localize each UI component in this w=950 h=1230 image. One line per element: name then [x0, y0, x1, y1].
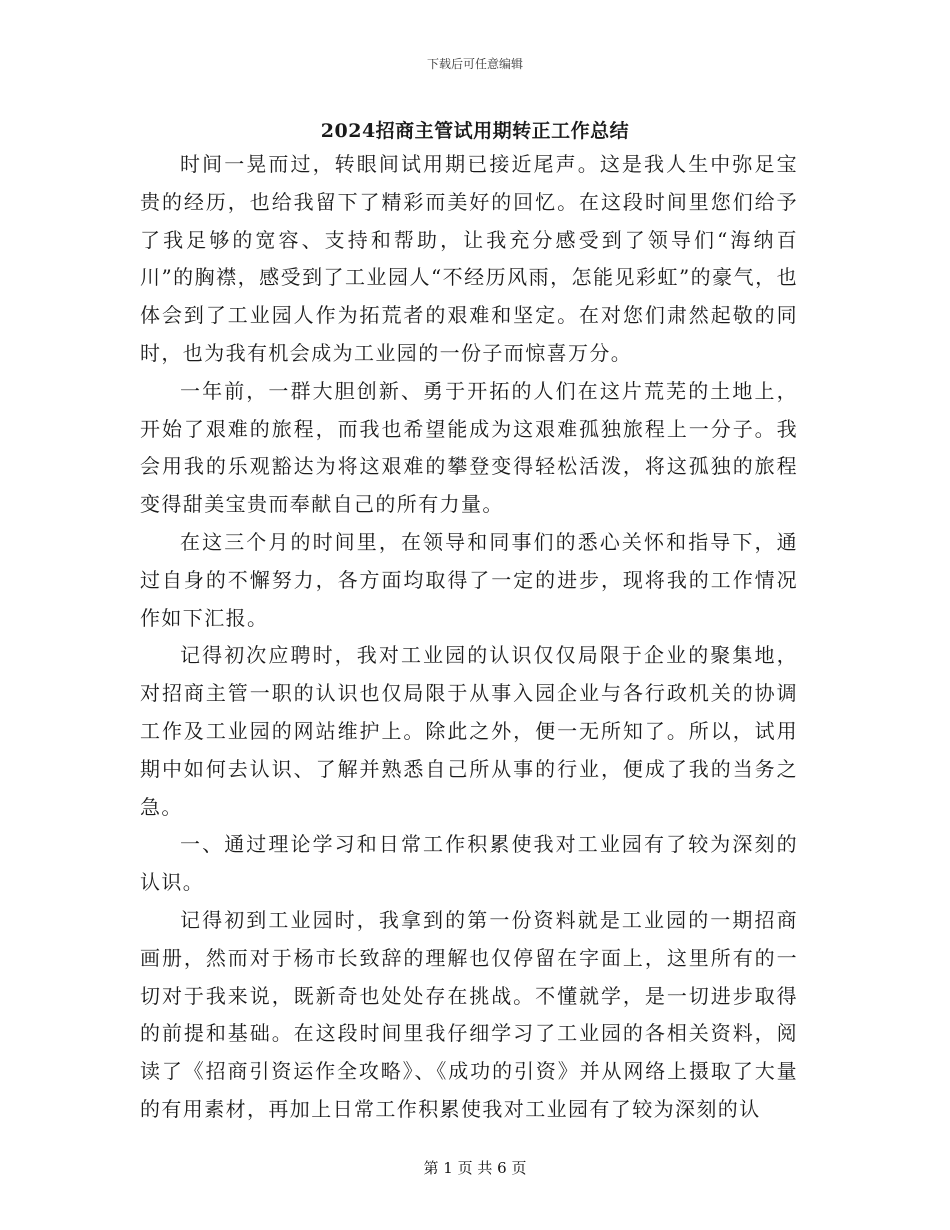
- section-heading-1: 一、通过理论学习和日常工作积累使我对工业园有了较为深刻的认识。: [140, 832, 798, 895]
- paragraph-1: 时间一晃而过，转眼间试用期已接近尾声。这是我人生中弥足宝贵的经历，也给我留下了精彩而美好的回忆。在这段时间里您们给予了我足够的宽容、支持和帮助，让我充分感受到了领导们“海纳百川”的胸襟，感受到了工业园人“不经历风雨，怎能见彩虹”的豪气，也体会到了工业园人作为拓荒者的艰难和坚定。在对您们肃然起敬的同时，也为我有机会成为工业园的一份子而惊喜万分。: [140, 152, 798, 365]
- paragraph-4: 记得初次应聘时，我对工业园的认识仅仅局限于企业的聚集地，对招商主管一职的认识也仅局限于从事入园企业与各行政机关的协调工作及工业园的网站维护上。除此之外，便一无所知了。所以，试用期中如何去认识、了解并熟悉自己所从事的行业，便成了我的当务之急。: [140, 643, 798, 819]
- document-title: 2024招商主管试用期转正工作总结: [320, 120, 630, 142]
- document-body: [140, 146, 798, 1129]
- header-note: 下载后可任意编辑: [426, 57, 523, 71]
- page-footer: 第 1 页 共 6 页: [423, 1159, 527, 1177]
- paragraph-2: 一年前，一群大胆创新、勇于开拓的人们在这片荒芜的土地上，开始了艰难的旅程，而我也希望能成为这艰难孤独旅程上一分子。我会用我的乐观豁达为将这艰难的攀登变得轻松活泼，将这孤独的旅程变得甜美宝贵而奉献自己的所有力量。: [140, 378, 798, 517]
- paragraph-5: 记得初到工业园时，我拿到的第一份资料就是工业园的一期招商画册，然而对于杨市长致辞的理解也仅停留在字面上，这里所有的一切对于我来说，既新奇也处处存在挑战。不懂就学，是一切进步取得的前提和基础。在这段时间里我仔细学习了工业园的各相关资料，阅读了《招商引资运作全攻略》、《成功的引资》并从网络上摄取了大量的有用素材，再加上日常工作积累使我对工业园有了较为深刻的认: [140, 907, 798, 1121]
- paragraph-3: 在这三个月的时间里，在领导和同事们的悉心关怀和指导下，通过自身的不懈努力，各方面均取得了一定的进步，现将我的工作情况作如下汇报。: [140, 529, 798, 630]
